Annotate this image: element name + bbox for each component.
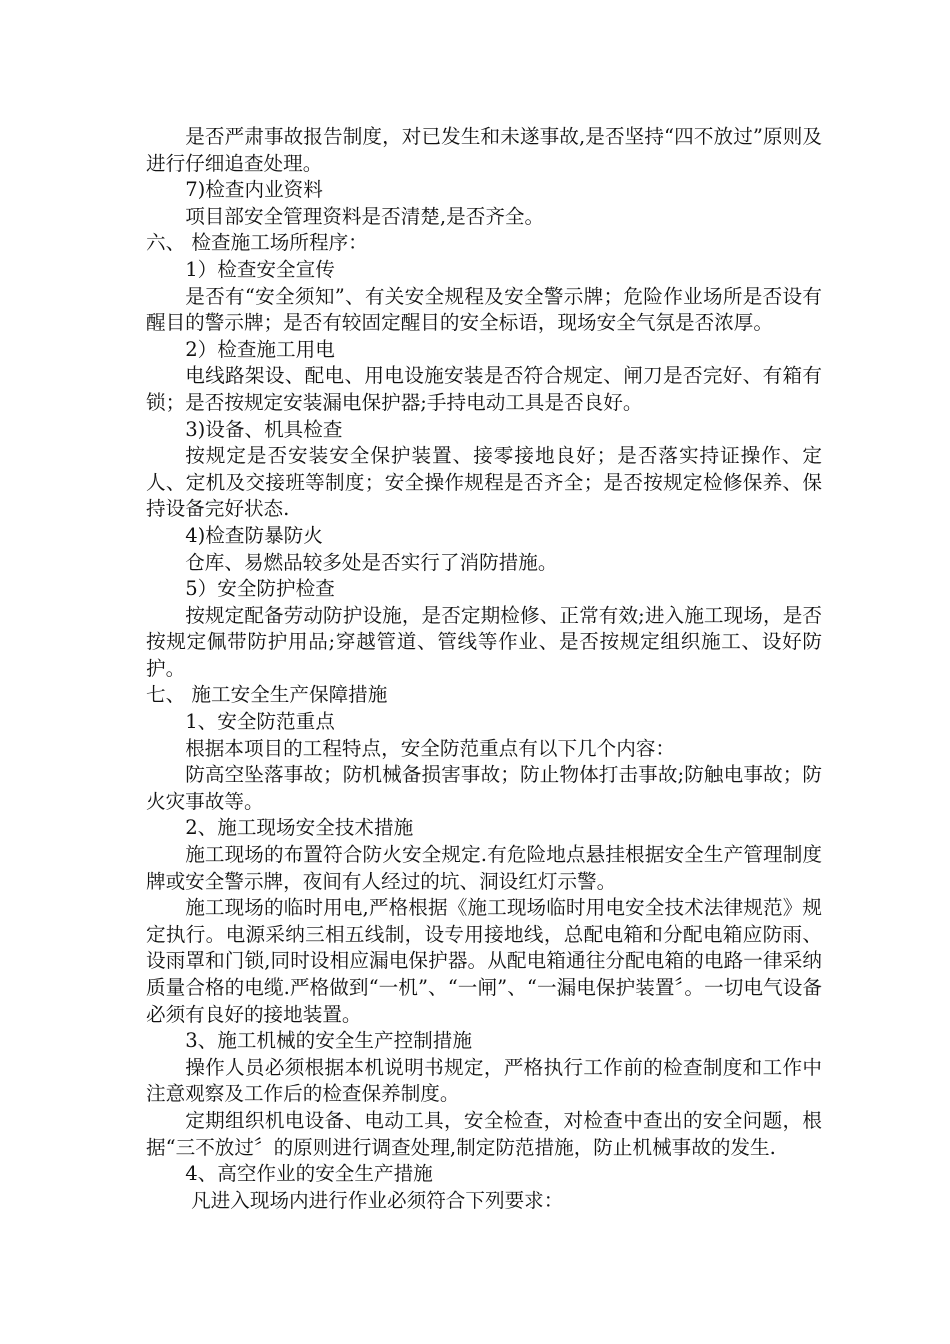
subsection-title: 3、施工机械的安全生产控制措施: [185, 1029, 472, 1053]
section-heading: 七、 施工安全生产保障措施: [146, 683, 388, 707]
subsection-title: 4)检查防暴防火: [185, 523, 323, 547]
paragraph: 凡进入现场内进行作业必须符合下列要求：: [191, 1188, 564, 1212]
paragraph: 电线路架设、配电、用电设施安装是否符合规定、闸刀是否完好、有箱有锁；是否按规定安装漏电保护器;手持电动工具是否良好。: [146, 364, 822, 414]
section-heading: 六、 检查施工场所程序：: [146, 231, 368, 255]
paragraph: 是否有“安全须知”、有关安全规程及安全警示牌；危险作业场所是否设有醒目的警示牌；是否有较固定醒目的安全标语，现场安全气氛是否浓厚。: [146, 284, 822, 335]
paragraph: 操作人员必须根据本机说明书规定，严格执行工作前的检查制度和工作中注意观察及工作后的检查保养制度。: [146, 1055, 822, 1106]
paragraph: 按规定配备劳动防护设施，是否定期检修、正常有效;进入施工现场，是否按规定佩带防护用品;穿越管道、管线等作业、是否按规定组织施工、设好防护。: [146, 603, 822, 680]
paragraph: 按规定是否安装安全保护装置、接零接地良好；是否落实持证操作、定人、定机及交接班等制度；安全操作规程是否齐全；是否按规定检修保养、保持设备完好状态.: [146, 444, 822, 521]
paragraph: 根据本项目的工程特点，安全防范重点有以下几个内容：: [185, 736, 676, 760]
subsection-title: 3)设备、机具检查: [185, 417, 343, 441]
subsection-title: 5）安全防护检查: [185, 577, 335, 601]
paragraph: 是否严肃事故报告制度，对已发生和未遂事故,是否坚持“四不放过”原则及进行仔细追查处理。: [146, 125, 822, 175]
subsection-title: 1、安全防范重点: [185, 710, 335, 734]
subsection-title: 2、施工现场安全技术措施: [185, 816, 414, 840]
subsection-title: 4、高空作业的安全生产措施: [185, 1162, 433, 1186]
paragraph: 防高空坠落事故；防机械备损害事故；防止物体打击事故;防触电事故；防火灾事故等。: [146, 763, 822, 813]
paragraph: 施工现场的临时用电,严格根据《施工现场临时用电安全技术法律规范》规定执行。电源采纳三相五线制，设专用接地线，总配电箱和分配电箱应防雨、设雨罩和门锁,同时设相应漏电保护器。从配电箱通往分配电箱的电路一律采纳质量合格的电缆.严格做到“一机”、“一闸”、“一漏电保护装置〞。一切电气设备必须有良好的接地装置。: [146, 896, 822, 1026]
paragraph: 项目部安全管理资料是否清楚,是否齐全。: [185, 204, 545, 228]
subsection-title: 2）检查施工用电: [185, 337, 335, 361]
subsection-title: 1）检查安全宣传: [185, 257, 335, 281]
subsection-title: 7)检查内业资料: [185, 178, 323, 202]
paragraph: 定期组织机电设备、电动工具，安全检查，对检查中查出的安全问题，根据“三不放过〞的原则进行调查处理,制定防范措施，防止机械事故的发生.: [146, 1108, 822, 1159]
paragraph: 施工现场的布置符合防火安全规定.有危险地点悬挂根据安全生产管理制度牌或安全警示牌，夜间有人经过的坑、洞设红灯示警。: [146, 843, 822, 893]
document-body: [146, 124, 822, 1214]
paragraph: 仓库、易燃品较多处是否实行了消防措施。: [185, 550, 558, 574]
